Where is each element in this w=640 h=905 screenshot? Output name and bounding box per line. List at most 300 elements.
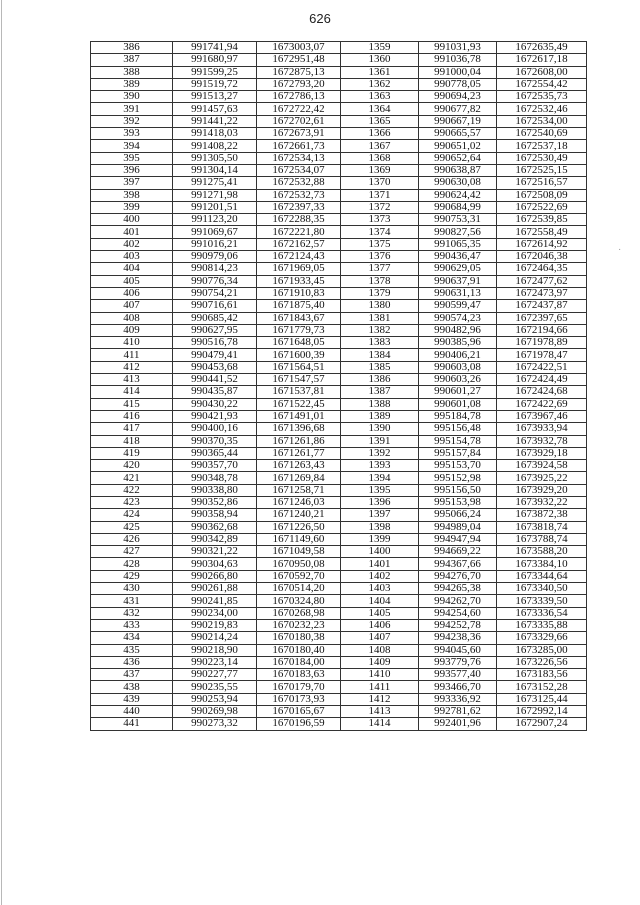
table-row: [91, 349, 587, 361]
point-number-left-cell: 410: [91, 337, 173, 349]
table-row: [91, 78, 587, 90]
x-coordinate-right-cell: 990624,42: [419, 189, 497, 201]
y-coordinate-left-cell: 1672702,61: [257, 115, 341, 127]
point-number-right-cell: 1384: [341, 349, 419, 361]
y-coordinate-right-cell: 1672477,62: [497, 275, 587, 287]
y-coordinate-right-cell: 1673336,54: [497, 607, 587, 619]
point-number-left-cell: 400: [91, 214, 173, 226]
x-coordinate-left-cell: 990352,86: [173, 496, 257, 508]
x-coordinate-left-cell: 990357,70: [173, 460, 257, 472]
table-row: [91, 238, 587, 250]
y-coordinate-right-cell: 1672516,57: [497, 177, 587, 189]
y-coordinate-left-cell: 1672532,73: [257, 189, 341, 201]
x-coordinate-right-cell: 990665,57: [419, 128, 497, 140]
point-number-right-cell: 1410: [341, 669, 419, 681]
y-coordinate-right-cell: 1673932,22: [497, 496, 587, 508]
y-coordinate-right-cell: 1672558,49: [497, 226, 587, 238]
y-coordinate-left-cell: 1670268,98: [257, 607, 341, 619]
table-row: [91, 54, 587, 66]
point-number-right-cell: 1399: [341, 533, 419, 545]
table-row: [91, 558, 587, 570]
table-row: [91, 361, 587, 373]
table-row: [91, 472, 587, 484]
point-number-right-cell: 1413: [341, 706, 419, 718]
point-number-left-cell: 387: [91, 54, 173, 66]
point-number-right-cell: 1395: [341, 484, 419, 496]
point-number-right-cell: 1406: [341, 619, 419, 631]
point-number-left-cell: 409: [91, 324, 173, 336]
point-number-left-cell: 412: [91, 361, 173, 373]
x-coordinate-left-cell: 990400,16: [173, 423, 257, 435]
point-number-right-cell: 1370: [341, 177, 419, 189]
x-coordinate-left-cell: 991441,22: [173, 115, 257, 127]
table-row: [91, 42, 587, 54]
x-coordinate-left-cell: 990223,14: [173, 656, 257, 668]
y-coordinate-right-cell: 1672992,14: [497, 706, 587, 718]
point-number-left-cell: 391: [91, 103, 173, 115]
coordinates-table: [90, 41, 587, 731]
point-number-right-cell: 1385: [341, 361, 419, 373]
y-coordinate-left-cell: 1671910,83: [257, 287, 341, 299]
table-row: [91, 460, 587, 472]
table-row: [91, 263, 587, 275]
table-row: [91, 214, 587, 226]
point-number-left-cell: 435: [91, 644, 173, 656]
y-coordinate-left-cell: 1670165,67: [257, 706, 341, 718]
x-coordinate-right-cell: 990637,91: [419, 275, 497, 287]
table-row: [91, 275, 587, 287]
point-number-left-cell: 432: [91, 607, 173, 619]
x-coordinate-left-cell: 990435,87: [173, 386, 257, 398]
point-number-left-cell: 398: [91, 189, 173, 201]
x-coordinate-right-cell: 990638,87: [419, 164, 497, 176]
y-coordinate-left-cell: 1671226,50: [257, 521, 341, 533]
point-number-right-cell: 1393: [341, 460, 419, 472]
x-coordinate-right-cell: 990406,21: [419, 349, 497, 361]
x-coordinate-right-cell: 990753,31: [419, 214, 497, 226]
point-number-right-cell: 1392: [341, 447, 419, 459]
point-number-left-cell: 415: [91, 398, 173, 410]
y-coordinate-right-cell: 1672424,49: [497, 374, 587, 386]
point-number-left-cell: 393: [91, 128, 173, 140]
x-coordinate-left-cell: 990441,52: [173, 374, 257, 386]
x-coordinate-right-cell: 990601,27: [419, 386, 497, 398]
y-coordinate-right-cell: 1673340,50: [497, 583, 587, 595]
x-coordinate-left-cell: 990516,78: [173, 337, 257, 349]
x-coordinate-left-cell: 991275,41: [173, 177, 257, 189]
point-number-left-cell: 434: [91, 632, 173, 644]
point-number-left-cell: 407: [91, 300, 173, 312]
point-number-right-cell: 1380: [341, 300, 419, 312]
point-number-left-cell: 408: [91, 312, 173, 324]
point-number-right-cell: 1369: [341, 164, 419, 176]
x-coordinate-right-cell: 990385,96: [419, 337, 497, 349]
table-row: [91, 324, 587, 336]
table-row: [91, 386, 587, 398]
x-coordinate-right-cell: 994265,38: [419, 583, 497, 595]
point-number-left-cell: 406: [91, 287, 173, 299]
y-coordinate-right-cell: 1673588,20: [497, 546, 587, 558]
x-coordinate-right-cell: 994252,78: [419, 619, 497, 631]
y-coordinate-right-cell: 1672614,92: [497, 238, 587, 250]
table-row: [91, 189, 587, 201]
y-coordinate-right-cell: 1672464,35: [497, 263, 587, 275]
table-row: [91, 128, 587, 140]
point-number-left-cell: 402: [91, 238, 173, 250]
point-number-right-cell: 1397: [341, 509, 419, 521]
x-coordinate-right-cell: 990677,82: [419, 103, 497, 115]
y-coordinate-right-cell: 1672534,00: [497, 115, 587, 127]
point-number-right-cell: 1361: [341, 66, 419, 78]
point-number-right-cell: 1374: [341, 226, 419, 238]
x-coordinate-left-cell: 990776,34: [173, 275, 257, 287]
x-coordinate-left-cell: 990241,85: [173, 595, 257, 607]
point-number-right-cell: 1402: [341, 570, 419, 582]
point-number-right-cell: 1401: [341, 558, 419, 570]
point-number-left-cell: 386: [91, 42, 173, 54]
x-coordinate-left-cell: 990304,63: [173, 558, 257, 570]
table-row: [91, 693, 587, 705]
table-row: [91, 447, 587, 459]
point-number-left-cell: 413: [91, 374, 173, 386]
y-coordinate-left-cell: 1671600,39: [257, 349, 341, 361]
x-coordinate-right-cell: 990651,02: [419, 140, 497, 152]
y-coordinate-right-cell: 1673929,20: [497, 484, 587, 496]
x-coordinate-right-cell: 990631,13: [419, 287, 497, 299]
y-coordinate-left-cell: 1671564,51: [257, 361, 341, 373]
y-coordinate-left-cell: 1671149,60: [257, 533, 341, 545]
point-number-left-cell: 441: [91, 718, 173, 730]
x-coordinate-right-cell: 995154,78: [419, 435, 497, 447]
table-row: [91, 337, 587, 349]
point-number-right-cell: 1396: [341, 496, 419, 508]
table-row: [91, 91, 587, 103]
point-number-left-cell: 419: [91, 447, 173, 459]
point-number-left-cell: 394: [91, 140, 173, 152]
x-coordinate-right-cell: 994238,36: [419, 632, 497, 644]
table-row: [91, 140, 587, 152]
x-coordinate-left-cell: 990421,93: [173, 410, 257, 422]
x-coordinate-right-cell: 995184,78: [419, 410, 497, 422]
scan-left-edge: [1, 0, 2, 905]
y-coordinate-right-cell: 1673226,56: [497, 656, 587, 668]
y-coordinate-left-cell: 1670173,93: [257, 693, 341, 705]
point-number-left-cell: 436: [91, 656, 173, 668]
x-coordinate-left-cell: 990214,24: [173, 632, 257, 644]
point-number-right-cell: 1388: [341, 398, 419, 410]
point-number-left-cell: 397: [91, 177, 173, 189]
y-coordinate-left-cell: 1671522,45: [257, 398, 341, 410]
coordinates-table-body: [91, 42, 587, 731]
y-coordinate-left-cell: 1670196,59: [257, 718, 341, 730]
x-coordinate-right-cell: 990574,23: [419, 312, 497, 324]
point-number-left-cell: 427: [91, 546, 173, 558]
point-number-right-cell: 1411: [341, 681, 419, 693]
point-number-right-cell: 1379: [341, 287, 419, 299]
x-coordinate-right-cell: 993466,70: [419, 681, 497, 693]
x-coordinate-left-cell: 990627,95: [173, 324, 257, 336]
point-number-right-cell: 1382: [341, 324, 419, 336]
point-number-left-cell: 423: [91, 496, 173, 508]
point-number-right-cell: 1363: [341, 91, 419, 103]
x-coordinate-right-cell: 991036,78: [419, 54, 497, 66]
y-coordinate-right-cell: 1673335,88: [497, 619, 587, 631]
x-coordinate-right-cell: 994989,04: [419, 521, 497, 533]
y-coordinate-right-cell: 1673125,44: [497, 693, 587, 705]
point-number-left-cell: 429: [91, 570, 173, 582]
y-coordinate-left-cell: 1671779,73: [257, 324, 341, 336]
point-number-right-cell: 1405: [341, 607, 419, 619]
table-row: [91, 398, 587, 410]
y-coordinate-left-cell: 1672162,57: [257, 238, 341, 250]
x-coordinate-left-cell: 990430,22: [173, 398, 257, 410]
y-coordinate-right-cell: 1672530,49: [497, 152, 587, 164]
point-number-left-cell: 422: [91, 484, 173, 496]
x-coordinate-left-cell: 991069,67: [173, 226, 257, 238]
y-coordinate-right-cell: 1672617,18: [497, 54, 587, 66]
point-number-right-cell: 1408: [341, 644, 419, 656]
y-coordinate-right-cell: 1673339,50: [497, 595, 587, 607]
table-row: [91, 423, 587, 435]
point-number-right-cell: 1414: [341, 718, 419, 730]
y-coordinate-left-cell: 1670514,20: [257, 583, 341, 595]
y-coordinate-right-cell: 1672422,51: [497, 361, 587, 373]
table-row: [91, 312, 587, 324]
x-coordinate-left-cell: 990348,78: [173, 472, 257, 484]
x-coordinate-left-cell: 990269,98: [173, 706, 257, 718]
table-row: [91, 66, 587, 78]
y-coordinate-right-cell: 1671978,47: [497, 349, 587, 361]
y-coordinate-left-cell: 1671049,58: [257, 546, 341, 558]
y-coordinate-left-cell: 1671261,86: [257, 435, 341, 447]
table-row: [91, 669, 587, 681]
point-number-right-cell: 1375: [341, 238, 419, 250]
x-coordinate-left-cell: 990979,06: [173, 251, 257, 263]
x-coordinate-right-cell: 993779,76: [419, 656, 497, 668]
y-coordinate-left-cell: 1671933,45: [257, 275, 341, 287]
point-number-right-cell: 1378: [341, 275, 419, 287]
point-number-right-cell: 1387: [341, 386, 419, 398]
table-row: [91, 251, 587, 263]
x-coordinate-left-cell: 991123,20: [173, 214, 257, 226]
point-number-left-cell: 416: [91, 410, 173, 422]
table-row: [91, 644, 587, 656]
x-coordinate-right-cell: 991065,35: [419, 238, 497, 250]
y-coordinate-right-cell: 1672537,18: [497, 140, 587, 152]
y-coordinate-left-cell: 1672722,42: [257, 103, 341, 115]
point-number-left-cell: 392: [91, 115, 173, 127]
point-number-right-cell: 1381: [341, 312, 419, 324]
point-number-left-cell: 439: [91, 693, 173, 705]
y-coordinate-right-cell: 1673933,94: [497, 423, 587, 435]
x-coordinate-right-cell: 991000,04: [419, 66, 497, 78]
y-coordinate-right-cell: 1672554,42: [497, 78, 587, 90]
y-coordinate-left-cell: 1671547,57: [257, 374, 341, 386]
y-coordinate-left-cell: 1672221,80: [257, 226, 341, 238]
y-coordinate-left-cell: 1670184,00: [257, 656, 341, 668]
y-coordinate-left-cell: 1670950,08: [257, 558, 341, 570]
x-coordinate-right-cell: 991031,93: [419, 42, 497, 54]
y-coordinate-left-cell: 1671491,01: [257, 410, 341, 422]
table-row: [91, 435, 587, 447]
table-row: [91, 115, 587, 127]
y-coordinate-right-cell: 1673929,18: [497, 447, 587, 459]
y-coordinate-left-cell: 1671969,05: [257, 263, 341, 275]
y-coordinate-right-cell: 1672508,09: [497, 189, 587, 201]
table-row: [91, 164, 587, 176]
point-number-left-cell: 405: [91, 275, 173, 287]
x-coordinate-right-cell: 990599,47: [419, 300, 497, 312]
x-coordinate-right-cell: 994947,94: [419, 533, 497, 545]
point-number-left-cell: 399: [91, 201, 173, 213]
point-number-right-cell: 1412: [341, 693, 419, 705]
point-number-left-cell: 437: [91, 669, 173, 681]
table-row: [91, 201, 587, 213]
x-coordinate-left-cell: 990253,94: [173, 693, 257, 705]
x-coordinate-left-cell: 991519,72: [173, 78, 257, 90]
x-coordinate-right-cell: 993577,40: [419, 669, 497, 681]
point-number-right-cell: 1368: [341, 152, 419, 164]
y-coordinate-right-cell: 1672635,49: [497, 42, 587, 54]
point-number-right-cell: 1362: [341, 78, 419, 90]
y-coordinate-right-cell: 1672437,87: [497, 300, 587, 312]
point-number-left-cell: 395: [91, 152, 173, 164]
table-row: [91, 410, 587, 422]
point-number-right-cell: 1359: [341, 42, 419, 54]
point-number-right-cell: 1390: [341, 423, 419, 435]
point-number-right-cell: 1373: [341, 214, 419, 226]
table-row: [91, 287, 587, 299]
x-coordinate-left-cell: 990227,77: [173, 669, 257, 681]
y-coordinate-right-cell: 1673285,00: [497, 644, 587, 656]
x-coordinate-right-cell: 990778,05: [419, 78, 497, 90]
table-row: [91, 226, 587, 238]
point-number-right-cell: 1377: [341, 263, 419, 275]
y-coordinate-left-cell: 1670180,38: [257, 632, 341, 644]
x-coordinate-left-cell: 990261,88: [173, 583, 257, 595]
x-coordinate-right-cell: 990652,64: [419, 152, 497, 164]
y-coordinate-left-cell: 1672786,13: [257, 91, 341, 103]
y-coordinate-left-cell: 1671843,67: [257, 312, 341, 324]
point-number-left-cell: 388: [91, 66, 173, 78]
point-number-left-cell: 396: [91, 164, 173, 176]
x-coordinate-right-cell: 990694,23: [419, 91, 497, 103]
table-row: [91, 103, 587, 115]
x-coordinate-left-cell: 990479,41: [173, 349, 257, 361]
x-coordinate-left-cell: 991741,94: [173, 42, 257, 54]
x-coordinate-right-cell: 995153,98: [419, 496, 497, 508]
point-number-left-cell: 438: [91, 681, 173, 693]
table-row: [91, 509, 587, 521]
y-coordinate-left-cell: 1672875,13: [257, 66, 341, 78]
x-coordinate-left-cell: 991408,22: [173, 140, 257, 152]
x-coordinate-right-cell: 994262,70: [419, 595, 497, 607]
table-row: [91, 706, 587, 718]
x-coordinate-left-cell: 991513,27: [173, 91, 257, 103]
point-number-left-cell: 401: [91, 226, 173, 238]
y-coordinate-left-cell: 1671396,68: [257, 423, 341, 435]
y-coordinate-right-cell: 1672525,15: [497, 164, 587, 176]
x-coordinate-right-cell: 995156,48: [419, 423, 497, 435]
y-coordinate-left-cell: 1670183,63: [257, 669, 341, 681]
y-coordinate-right-cell: 1673924,58: [497, 460, 587, 472]
y-coordinate-left-cell: 1670179,70: [257, 681, 341, 693]
point-number-left-cell: 417: [91, 423, 173, 435]
x-coordinate-right-cell: 995153,70: [419, 460, 497, 472]
x-coordinate-right-cell: 994367,66: [419, 558, 497, 570]
y-coordinate-right-cell: 1672539,85: [497, 214, 587, 226]
table-row: [91, 546, 587, 558]
y-coordinate-left-cell: 1670180,40: [257, 644, 341, 656]
x-coordinate-right-cell: 994669,22: [419, 546, 497, 558]
point-number-right-cell: 1366: [341, 128, 419, 140]
x-coordinate-left-cell: 990685,42: [173, 312, 257, 324]
x-coordinate-left-cell: 990235,55: [173, 681, 257, 693]
table-row: [91, 681, 587, 693]
table-row: [91, 570, 587, 582]
point-number-left-cell: 411: [91, 349, 173, 361]
y-coordinate-right-cell: 1672608,00: [497, 66, 587, 78]
y-coordinate-right-cell: 1673152,28: [497, 681, 587, 693]
y-coordinate-right-cell: 1672532,46: [497, 103, 587, 115]
x-coordinate-left-cell: 990365,44: [173, 447, 257, 459]
x-coordinate-left-cell: 990266,80: [173, 570, 257, 582]
point-number-right-cell: 1409: [341, 656, 419, 668]
x-coordinate-right-cell: 990827,56: [419, 226, 497, 238]
y-coordinate-right-cell: 1672424,68: [497, 386, 587, 398]
y-coordinate-right-cell: 1673925,22: [497, 472, 587, 484]
table-row: [91, 300, 587, 312]
point-number-right-cell: 1391: [341, 435, 419, 447]
x-coordinate-left-cell: 990338,80: [173, 484, 257, 496]
point-number-right-cell: 1376: [341, 251, 419, 263]
table-row: [91, 718, 587, 730]
y-coordinate-right-cell: 1673818,74: [497, 521, 587, 533]
x-coordinate-left-cell: 990370,35: [173, 435, 257, 447]
y-coordinate-left-cell: 1672534,07: [257, 164, 341, 176]
y-coordinate-left-cell: 1672288,35: [257, 214, 341, 226]
y-coordinate-right-cell: 1672046,38: [497, 251, 587, 263]
x-coordinate-left-cell: 991304,14: [173, 164, 257, 176]
point-number-left-cell: 431: [91, 595, 173, 607]
y-coordinate-right-cell: 1672422,69: [497, 398, 587, 410]
point-number-right-cell: 1367: [341, 140, 419, 152]
point-number-right-cell: 1360: [341, 54, 419, 66]
x-coordinate-left-cell: 991457,63: [173, 103, 257, 115]
x-coordinate-left-cell: 991271,98: [173, 189, 257, 201]
table-row: [91, 152, 587, 164]
y-coordinate-right-cell: 1672194,66: [497, 324, 587, 336]
table-row: [91, 583, 587, 595]
x-coordinate-left-cell: 990219,83: [173, 619, 257, 631]
point-number-left-cell: 390: [91, 91, 173, 103]
x-coordinate-left-cell: 991305,50: [173, 152, 257, 164]
y-coordinate-left-cell: 1672951,48: [257, 54, 341, 66]
y-coordinate-left-cell: 1671240,21: [257, 509, 341, 521]
y-coordinate-right-cell: 1672522,69: [497, 201, 587, 213]
point-number-left-cell: 414: [91, 386, 173, 398]
x-coordinate-left-cell: 990234,00: [173, 607, 257, 619]
y-coordinate-left-cell: 1672397,33: [257, 201, 341, 213]
x-coordinate-right-cell: 992781,62: [419, 706, 497, 718]
x-coordinate-right-cell: 990684,99: [419, 201, 497, 213]
y-coordinate-left-cell: 1670592,70: [257, 570, 341, 582]
x-coordinate-left-cell: 990362,68: [173, 521, 257, 533]
y-coordinate-left-cell: 1672124,43: [257, 251, 341, 263]
y-coordinate-right-cell: 1672473,97: [497, 287, 587, 299]
point-number-left-cell: 440: [91, 706, 173, 718]
point-number-right-cell: 1403: [341, 583, 419, 595]
